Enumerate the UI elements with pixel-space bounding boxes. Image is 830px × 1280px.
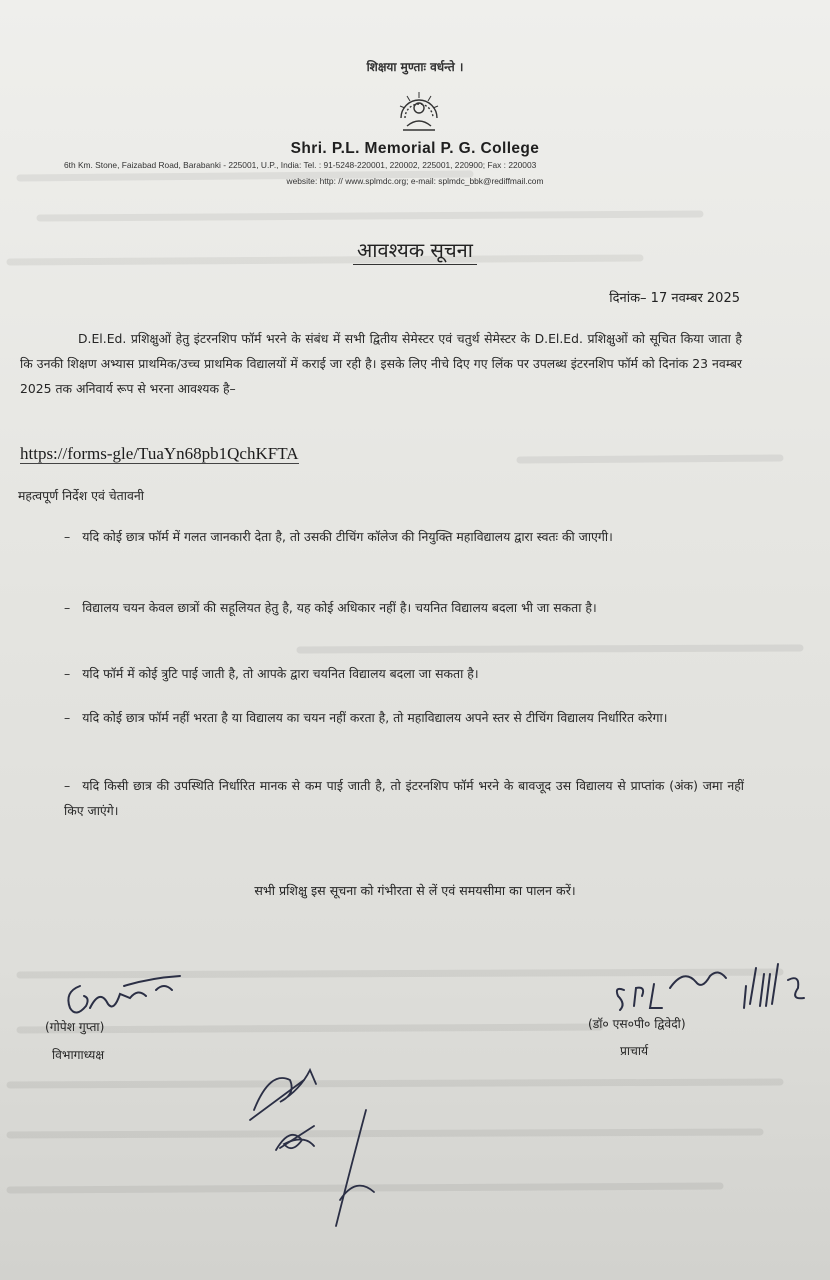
college-website-email: website: http: // www.splmdc.org; e-mail: splmdc_bbk@rediffmail.com bbox=[286, 176, 544, 186]
instruction-item: – यदि कोई छात्र फॉर्म में गलत जानकारी देता है, तो उसकी टीचिंग कॉलेज की नियुक्ति महाविद्यालय द्वारा स्वतः की जाएगी। bbox=[64, 529, 613, 544]
initials-marks-icon bbox=[240, 1050, 420, 1230]
college-address: 6th Km. Stone, Faizabad Road, Barabanki - 225001, U.P., India: Tel. : 91-5248-220001, 220002, 225001, 220900; Fax : 220003 bbox=[64, 160, 537, 170]
principal-designation: प्राचार्य bbox=[620, 1044, 649, 1058]
college-logo-icon bbox=[393, 86, 445, 138]
hod-name: (गोपेश गुप्ता) bbox=[45, 1020, 105, 1034]
instruction-item: – यदि कोई छात्र फॉर्म नहीं भरता है या विद्यालय का चयन नहीं करता है, तो महाविद्यालय अपने स्तर से टीचिंग विद्यालय निर्धारित करेगा। bbox=[64, 710, 668, 725]
notice-body: D.El.Ed. प्रशिक्षुओं हेतु इंटरनशिप फॉर्म भरने के संबंध में सभी द्वितीय सेमेस्टर एवं चतुर्थ सेमेस्टर के D.El.Ed. प्रशिक्षुओं को सूचित किया जाता है कि उनकी शिक्षण अभ्यास प्राथमिक/उच्च प्राथमिक विद्यालयों में कराई जा रही है। इसके लिए नीचे दिए गए लिंक पर उपलब्ध इंटरनशिप फॉर्म को दिनांक 23 नवम्बर 2025 तक अनिवार्य रूप से भरना आवश्यक है– bbox=[20, 331, 742, 396]
principal-name: (डॉ० एस०पी० द्विवेदी) bbox=[588, 1017, 686, 1031]
instruction-item: – विद्यालय चयन केवल छात्रों की सहूलियत हेतु है, यह कोई अधिकार नहीं है। चयनित विद्यालय बदला भी जा सकता है। bbox=[64, 600, 597, 615]
instruction-item: – यदि किसी छात्र की उपस्थिति निर्धारित मानक से कम पाई जाती है, तो इंटरनशिप फॉर्म भरने के बावजूद उस विद्यालय से प्राप्तांक (अंक) जमा नहीं किए जाएंगे। bbox=[64, 778, 744, 818]
instruction-item: – यदि फॉर्म में कोई त्रुटि पाई जाती है, तो आपके द्वारा चयनित विद्यालय बदला जा सकता है। bbox=[64, 666, 479, 681]
notice-title: आवश्यक सूचना bbox=[0, 236, 830, 263]
internship-form-link: https://forms-gle/TuaYn68pb1QchKFTA bbox=[20, 444, 299, 463]
college-motto: शिक्षया मुण्ताः वर्धन्ते । bbox=[366, 60, 464, 74]
instructions-heading: महत्वपूर्ण निर्देश एवं चेतावनी bbox=[18, 488, 144, 503]
college-name: Shri. P.L. Memorial P. G. College bbox=[290, 140, 540, 157]
closing-statement: सभी प्रशिक्षु इस सूचना को गंभीरता से लें एवं समयसीमा का पालन करें। bbox=[254, 883, 576, 898]
hod-designation: विभागाध्यक्ष bbox=[52, 1048, 105, 1062]
notice-date: दिनांक– 17 नवम्बर 2025 bbox=[609, 291, 740, 306]
